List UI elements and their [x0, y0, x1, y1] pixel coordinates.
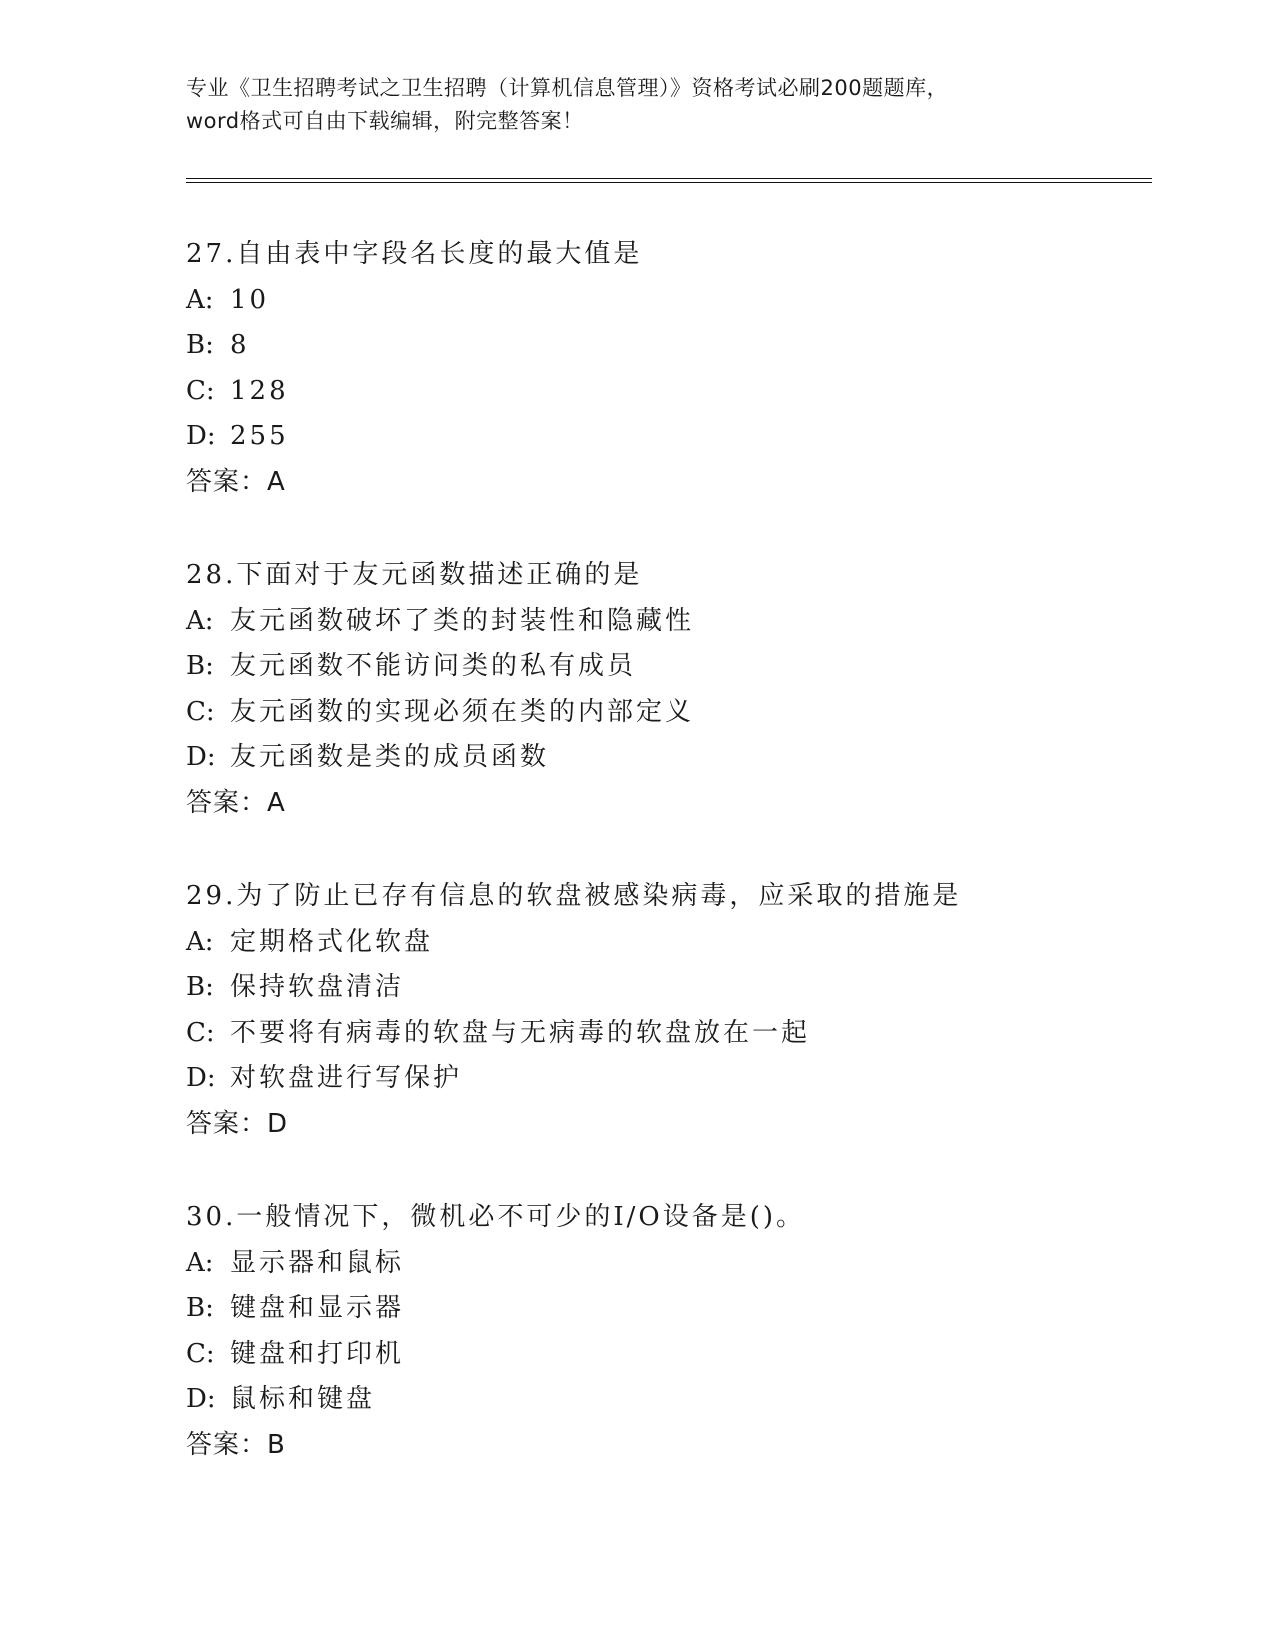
document-header: [186, 72, 1086, 138]
question-stem: 28.下面对于友元函数描述正确的是: [186, 560, 643, 590]
option-letter: A:: [186, 284, 214, 315]
option-text: 10: [230, 284, 270, 315]
option-letter: D:: [186, 421, 216, 451]
option-text: 友元函数破坏了类的封装性和隐藏性: [230, 605, 695, 636]
option-a: [186, 920, 1146, 966]
option-text: 友元函数的实现必须在类的内部定义: [230, 696, 695, 727]
option-b: [186, 323, 1146, 369]
header-title-line-1: 专业《卫生招聘考试之卫生招聘（计算机信息管理）》资格考试必刷200题题库，: [186, 76, 949, 100]
option-letter: C:: [186, 375, 215, 406]
option-letter: A:: [186, 926, 214, 957]
option-b: [186, 644, 1146, 690]
option-text: 8: [230, 330, 250, 360]
option-letter: C:: [186, 1338, 215, 1369]
option-c: [186, 1011, 1146, 1057]
question-stem: 29.为了防止已存有信息的软盘被感染病毒，应采取的措施是: [186, 881, 962, 911]
option-a: [186, 599, 1146, 645]
answer-line: 答案：D: [186, 1108, 289, 1139]
option-a: [186, 278, 1146, 324]
option-letter: A:: [186, 605, 214, 636]
option-text: 不要将有病毒的软盘与无病毒的软盘放在一起: [230, 1017, 811, 1048]
option-d: [186, 1056, 1146, 1102]
option-text: 保持软盘清洁: [230, 972, 405, 1002]
question-27: [186, 232, 1146, 505]
option-text: 键盘和显示器: [230, 1293, 405, 1323]
option-letter: D:: [186, 1063, 216, 1093]
option-letter: B:: [186, 651, 214, 681]
option-d: [186, 1377, 1146, 1423]
option-letter: C:: [186, 696, 215, 727]
option-c: [186, 690, 1146, 736]
option-letter: B:: [186, 330, 214, 360]
question-29: [186, 874, 1146, 1147]
option-text: 友元函数是类的成员函数: [230, 742, 550, 772]
question-30: [186, 1195, 1146, 1468]
option-b: [186, 965, 1146, 1011]
option-text: 键盘和打印机: [230, 1338, 405, 1369]
question-28: [186, 553, 1146, 826]
option-d: [186, 735, 1146, 781]
answer-line: 答案：A: [186, 466, 286, 497]
option-text: 鼠标和键盘: [230, 1384, 376, 1414]
question-stem: 27.自由表中字段名长度的最大值是: [186, 239, 643, 269]
option-c: [186, 369, 1146, 415]
option-letter: D:: [186, 1384, 216, 1414]
option-text: 友元函数不能访问类的私有成员: [230, 651, 637, 681]
option-text: 对软盘进行写保护: [230, 1063, 463, 1093]
header-divider: [186, 178, 1152, 183]
question-stem: 30.一般情况下，微机必不可少的I/O设备是()。: [186, 1202, 805, 1232]
option-text: 255: [230, 421, 289, 451]
question-list: [186, 232, 1146, 1516]
option-letter: B:: [186, 972, 214, 1002]
option-d: [186, 414, 1146, 460]
option-a: [186, 1241, 1146, 1287]
answer-line: 答案：A: [186, 787, 286, 818]
answer-line: 答案：B: [186, 1429, 286, 1460]
option-letter: C:: [186, 1017, 215, 1048]
option-c: [186, 1332, 1146, 1378]
option-letter: D:: [186, 742, 216, 772]
header-title-line-2: word格式可自由下载编辑，附完整答案！: [186, 109, 584, 133]
option-letter: B:: [186, 1293, 214, 1323]
option-b: [186, 1286, 1146, 1332]
option-text: 128: [230, 375, 289, 406]
option-text: 定期格式化软盘: [230, 926, 434, 957]
option-text: 显示器和鼠标: [230, 1247, 405, 1278]
option-letter: A:: [186, 1247, 214, 1278]
